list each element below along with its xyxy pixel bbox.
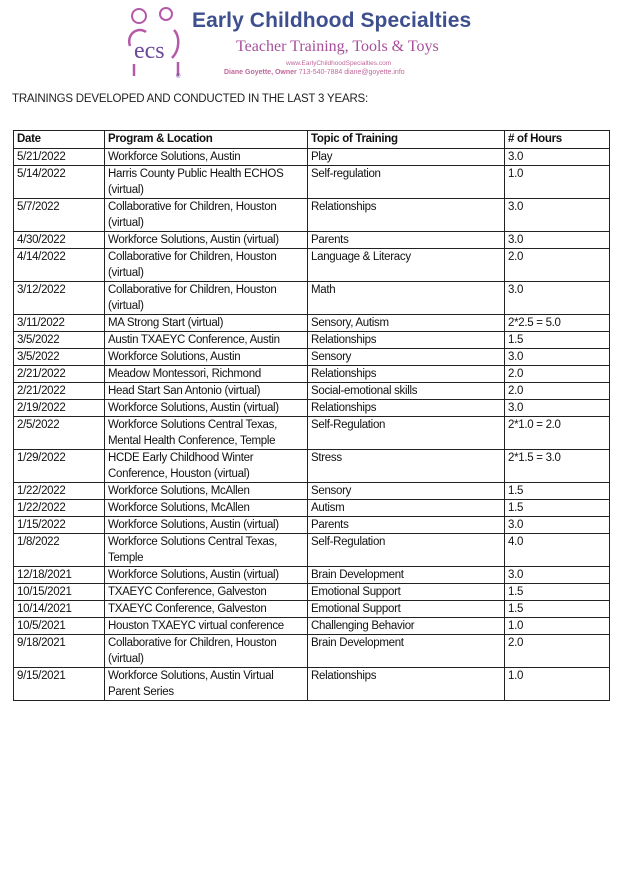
date-cell: 1/29/2022 (14, 450, 105, 483)
topic-cell: Play (308, 149, 505, 166)
date-cell: 1/22/2022 (14, 483, 105, 500)
table-row (14, 534, 610, 567)
hours-cell: 3.0 (505, 400, 610, 417)
section-heading: TRAININGS DEVELOPED AND CONDUCTED IN THE LAST 3 YEARS: (12, 93, 369, 105)
hours-cell: 1.5 (505, 500, 610, 517)
topic-cell: Language & Literacy (308, 249, 505, 282)
topic-cell: Emotional Support (308, 584, 505, 601)
topic-cell: Autism (308, 500, 505, 517)
program-cell: Workforce Solutions, McAllen (105, 483, 308, 500)
hours-cell: 1.0 (505, 618, 610, 635)
svg-text:®: ® (176, 74, 181, 80)
date-cell: 1/8/2022 (14, 534, 105, 567)
program-cell: Houston TXAEYC virtual conference (105, 618, 308, 635)
date-cell: 5/21/2022 (14, 149, 105, 166)
table-row (14, 383, 610, 400)
owner-line (224, 69, 405, 76)
hours-cell: 2.0 (505, 249, 610, 282)
program-cell: Collaborative for Children, Houston (virtual) (105, 282, 308, 315)
hours-cell: 4.0 (505, 534, 610, 567)
date-cell: 9/18/2021 (14, 635, 105, 668)
date-cell: 5/7/2022 (14, 199, 105, 232)
date-cell: 4/30/2022 (14, 232, 105, 249)
table-row (14, 450, 610, 483)
program-cell: Workforce Solutions, Austin (virtual) (105, 232, 308, 249)
topic-cell: Relationships (308, 199, 505, 232)
table-row (14, 332, 610, 349)
hours-cell: 3.0 (505, 567, 610, 584)
topic-cell: Brain Development (308, 635, 505, 668)
date-cell: 3/12/2022 (14, 282, 105, 315)
column-header-topic: Topic of Training (308, 131, 505, 149)
topic-cell: Sensory, Autism (308, 315, 505, 332)
date-cell: 5/14/2022 (14, 166, 105, 199)
hours-cell: 2.0 (505, 366, 610, 383)
topic-cell: Self-Regulation (308, 417, 505, 450)
table-row (14, 618, 610, 635)
table-row (14, 366, 610, 383)
date-cell: 1/22/2022 (14, 500, 105, 517)
program-cell: Workforce Solutions, Austin (virtual) (105, 517, 308, 534)
hours-cell: 1.5 (505, 332, 610, 349)
program-cell: Austin TXAEYC Conference, Austin (105, 332, 308, 349)
table-header-row (14, 131, 610, 149)
hours-cell: 1.0 (505, 166, 610, 199)
program-cell: Collaborative for Children, Houston (virtual) (105, 249, 308, 282)
date-cell: 10/5/2021 (14, 618, 105, 635)
program-cell: Workforce Solutions, Austin Virtual Parent Series (105, 668, 308, 701)
hours-cell: 3.0 (505, 517, 610, 534)
hours-cell: 2.0 (505, 383, 610, 400)
hours-cell: 2*1.5 = 3.0 (505, 450, 610, 483)
company-name: Early Childhood Specialties (192, 9, 472, 32)
table-row (14, 500, 610, 517)
table-row (14, 483, 610, 500)
program-cell: Collaborative for Children, Houston (virtual) (105, 635, 308, 668)
program-cell: Harris County Public Health ECHOS (virtual) (105, 166, 308, 199)
column-header-program: Program & Location (105, 131, 308, 149)
hours-cell: 3.0 (505, 282, 610, 315)
owner-contact: 713-540-7884 diane@goyette.info (298, 69, 405, 76)
hours-cell: 2*2.5 = 5.0 (505, 315, 610, 332)
program-cell: Workforce Solutions, Austin (virtual) (105, 567, 308, 584)
date-cell: 12/18/2021 (14, 567, 105, 584)
table-row (14, 668, 610, 701)
date-cell: 1/15/2022 (14, 517, 105, 534)
date-cell: 9/15/2021 (14, 668, 105, 701)
table-row (14, 166, 610, 199)
topic-cell: Relationships (308, 332, 505, 349)
hours-cell: 2*1.0 = 2.0 (505, 417, 610, 450)
program-cell: MA Strong Start (virtual) (105, 315, 308, 332)
program-cell: Workforce Solutions, Austin (virtual) (105, 400, 308, 417)
topic-cell: Stress (308, 450, 505, 483)
topic-cell: Relationships (308, 366, 505, 383)
company-tagline: Teacher Training, Tools & Toys (236, 38, 439, 55)
hours-cell: 1.0 (505, 668, 610, 701)
topic-cell: Math (308, 282, 505, 315)
date-cell: 2/19/2022 (14, 400, 105, 417)
ecs-logo-icon (124, 6, 186, 80)
topic-cell: Emotional Support (308, 601, 505, 618)
program-cell: Workforce Solutions, Austin (105, 149, 308, 166)
table-row (14, 232, 610, 249)
topic-cell: Parents (308, 232, 505, 249)
letterhead (0, 0, 621, 88)
table-row (14, 282, 610, 315)
table-row (14, 601, 610, 618)
table-row (14, 417, 610, 450)
date-cell: 3/5/2022 (14, 349, 105, 366)
program-cell: TXAEYC Conference, Galveston (105, 601, 308, 618)
program-cell: Meadow Montessori, Richmond (105, 366, 308, 383)
table-row (14, 315, 610, 332)
trainings-table (13, 130, 610, 701)
table-row (14, 400, 610, 417)
date-cell: 2/21/2022 (14, 366, 105, 383)
topic-cell: Self-regulation (308, 166, 505, 199)
column-header-date: Date (14, 131, 105, 149)
column-header-hours: # of Hours (505, 131, 610, 149)
date-cell: 2/5/2022 (14, 417, 105, 450)
program-cell: Workforce Solutions Central Texas, Temple (105, 534, 308, 567)
table-row (14, 584, 610, 601)
topic-cell: Social-emotional skills (308, 383, 505, 400)
date-cell: 4/14/2022 (14, 249, 105, 282)
program-cell: TXAEYC Conference, Galveston (105, 584, 308, 601)
table-row (14, 199, 610, 232)
topic-cell: Relationships (308, 400, 505, 417)
owner-name: Diane Goyette, Owner (224, 69, 297, 76)
hours-cell: 3.0 (505, 149, 610, 166)
hours-cell: 1.5 (505, 584, 610, 601)
program-cell: Collaborative for Children, Houston (virtual) (105, 199, 308, 232)
program-cell: Workforce Solutions, Austin (105, 349, 308, 366)
program-cell: Workforce Solutions, McAllen (105, 500, 308, 517)
date-cell: 3/11/2022 (14, 315, 105, 332)
topic-cell: Brain Development (308, 567, 505, 584)
date-cell: 3/5/2022 (14, 332, 105, 349)
table-row (14, 249, 610, 282)
table-row (14, 567, 610, 584)
logo-letters: ecs (134, 38, 165, 64)
hours-cell: 1.5 (505, 601, 610, 618)
program-cell: Workforce Solutions Central Texas, Mental Health Conference, Temple (105, 417, 308, 450)
topic-cell: Sensory (308, 349, 505, 366)
hours-cell: 3.0 (505, 232, 610, 249)
program-cell: Head Start San Antonio (virtual) (105, 383, 308, 400)
hours-cell: 1.5 (505, 483, 610, 500)
date-cell: 10/14/2021 (14, 601, 105, 618)
program-cell: HCDE Early Childhood Winter Conference, Houston (virtual) (105, 450, 308, 483)
topic-cell: Challenging Behavior (308, 618, 505, 635)
date-cell: 10/15/2021 (14, 584, 105, 601)
topic-cell: Self-Regulation (308, 534, 505, 567)
table-row (14, 349, 610, 366)
company-website: www.EarlyChildhoodSpecialties.com (286, 60, 392, 67)
hours-cell: 2.0 (505, 635, 610, 668)
table-row (14, 149, 610, 166)
table-row (14, 517, 610, 534)
topic-cell: Parents (308, 517, 505, 534)
date-cell: 2/21/2022 (14, 383, 105, 400)
topic-cell: Relationships (308, 668, 505, 701)
topic-cell: Sensory (308, 483, 505, 500)
hours-cell: 3.0 (505, 199, 610, 232)
hours-cell: 3.0 (505, 349, 610, 366)
table-row (14, 635, 610, 668)
